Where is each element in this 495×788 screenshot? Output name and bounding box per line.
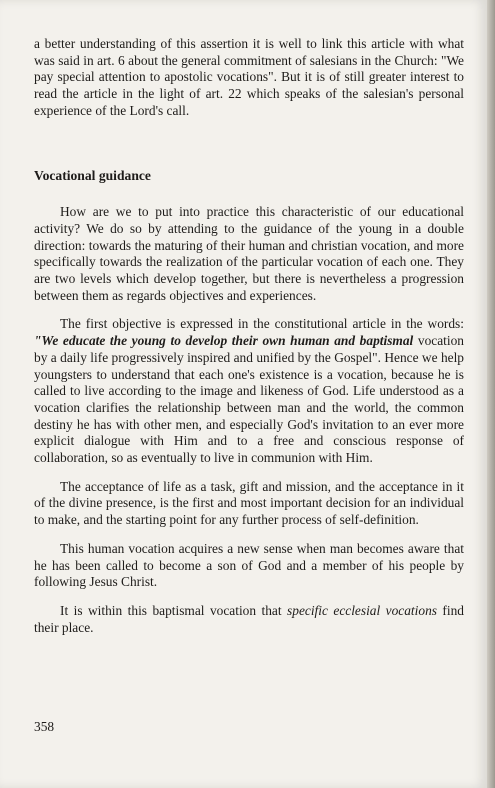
paragraph-intro: a better understanding of this assertion it is well to link this article with what was said in art. 6 about the general commitment of salesians in the Church: "We pay special attention to apostolic vocations". But it is of still greater interest to read the article in the light of art. 22 which speaks of the salesian's personal experience of the Lord's call. (34, 36, 464, 118)
constitution-quote: "We educate the young to develop their own human and baptismal (34, 333, 414, 349)
paragraph-first-objective-lead: The first objective is expressed in the constitutional article in the words: (60, 316, 464, 332)
body-text (34, 36, 464, 636)
paragraph-vocational-guidance: How are we to put into practice this characteristic of our educational activity? We do so by attending to the guidance of the young in a double direction: towards the maturing of their human and christian vocation, and more specifically towards the realization of the particular vocation of each one. They are two levels which develop together, but there is nevertheless a progression between them as regards objectives and experiences. (34, 204, 464, 303)
paragraph-acceptance: The acceptance of life as a task, gift and mission, and the acceptance in it of the divine presence, is the first and most important decision for an individual to make, and the starting point for any further process of self-definition. (34, 478, 464, 528)
paragraph-baptismal-vocation (34, 603, 464, 636)
paragraph-baptismal-rest: find their place. (34, 602, 464, 635)
page-number: 358 (34, 719, 55, 734)
section-heading: Vocational guidance (34, 167, 151, 183)
page-edge (487, 0, 495, 788)
paragraph-human-vocation: This human vocation acquires a new sense when man becomes aware that he has been called to become a son of God and a member of his people by following Jesus Christ. (34, 540, 464, 590)
emphasis-ecclesial-vocations: specific ecclesial vocations (287, 602, 437, 618)
paragraph-baptismal-lead: It is within this baptismal vocation that (60, 602, 288, 618)
paragraph-first-objective-rest: vocation by a daily life progressively inspired and unified by the Gospel". Hence we help youngsters to understand that each one's existence is a vocation, because he is called to live according to the image and likeness of God. Life understood as a vocation clarifies the relationship between man and the world, the common destiny he has with other men, and especially God's invitation to an ever more explicit dialogue with Him and to a free and conscious response of collaboration, so as eventually to live in communion with Him. (34, 333, 464, 466)
paragraph-first-objective (34, 316, 464, 466)
